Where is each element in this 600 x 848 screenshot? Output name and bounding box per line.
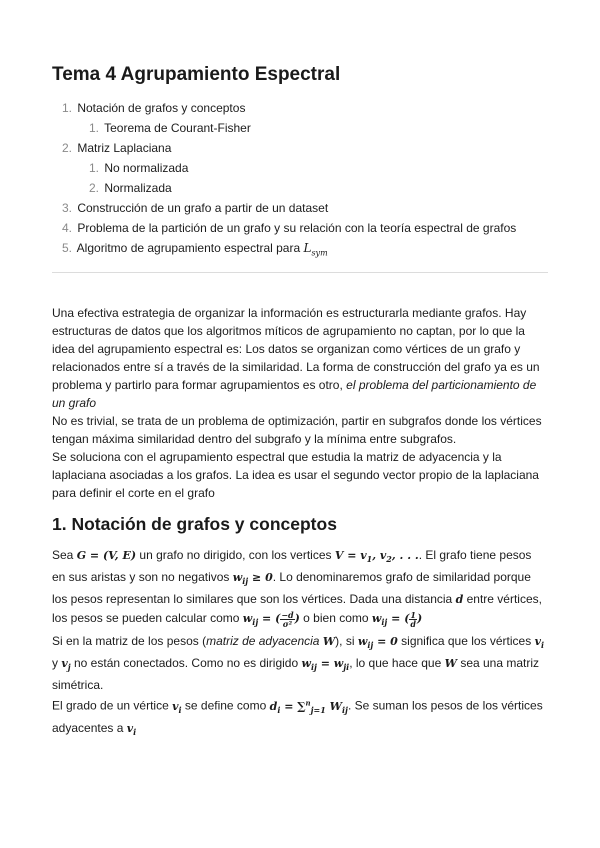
math-vertices: $V = v_1$, $v_2$, . . . <box>334 549 419 565</box>
section-paragraph: Sea G = (V, E) un grafo no dirigido, con los vertices $V = v_1$, $v_2$, . . .. El grafo tiene pesos en sus aristas y son no negativos $w_{ij} \ge 0$. Lo denominaremos grafo de similaridad porque los pesos representan lo similares que son los vértices. Dada una distancia d entre vértices, los pesos se pueden calcular como $w_{ij}$ = ( $\frac{-d}{\text{σ²}}$ ) o bien como $w_{ij}$ = ( $\frac{1}{d}$ ) <box>52 548 542 629</box>
toc-item[interactable] <box>52 218 548 238</box>
math-graph: G = (V, E) <box>76 549 137 562</box>
toc-item[interactable] <box>52 158 548 178</box>
table-of-contents <box>52 98 548 258</box>
math-vj: $v_j$ <box>61 656 71 672</box>
section-paragraph: Si en la matriz de los pesos (matriz de adyacencia W), si $w_{ij} = 0$ significa que los vértices $v_i$ y $v_j$ no están conectados. Como no es dirigido $w_{ij} = w_{ji}$, lo que hace que W sea una matriz simétrica. <box>52 633 545 692</box>
math-w: W <box>444 656 457 670</box>
toc-label: Problema de la partición de un grafo y su relación con la teoría espectral de grafos <box>77 221 517 235</box>
math-vi: $v_i$ <box>534 634 545 650</box>
section-divider <box>52 272 548 273</box>
math-weight-inv: $w_{ij}$ = ( $\frac{1}{d}$ ) <box>371 609 423 629</box>
intro-paragraph: No es trivial, se trata de un problema de optimización, partir en subgrafos donde los vértices tengan máxima similaridad dentro del subgrafo y la mínima entre subgrafos. <box>52 414 542 446</box>
toc-number: 3. <box>61 201 72 215</box>
toc-number: 5. <box>61 241 72 255</box>
toc-number: 2. <box>88 181 99 195</box>
section-body <box>52 546 548 741</box>
toc-item[interactable] <box>52 98 548 118</box>
toc-number: 1. <box>88 121 99 135</box>
section-paragraph: El grado de un vértice $v_i$ se define como $d_i = \sum^n_{j=1}$ $W_{ij}$. Se suman los pesos de los vértices adyacentes a $v_i$ <box>52 697 543 737</box>
intro-paragraph: Se soluciona con el agrupamiento espectral que estudia la matriz de adyacencia y la laplaciana asociadas a los grafos. La idea es usar el segundo vector propio de la laplaciana para definir el corte en el grafo <box>52 450 539 500</box>
intro-text <box>52 304 548 502</box>
section-heading: 1. Notación de grafos y conceptos <box>52 514 337 534</box>
toc-label: Notación de grafos y conceptos <box>77 101 246 115</box>
toc-label: Teorema de Courant-Fisher <box>104 121 251 135</box>
toc-item[interactable] <box>52 198 548 218</box>
toc-label: Algoritmo de agrupamiento espectral para <box>76 241 301 255</box>
math-degree: $d_i = \sum^n_{j=1}$ $W_{ij}$ <box>269 697 348 715</box>
toc-item[interactable] <box>52 238 548 258</box>
toc-label: Normalizada <box>104 181 172 195</box>
intro-paragraph: Una efectiva estrategia de organizar la información es estructurarla mediante grafos. Hay estructuras de datos que los algoritmos míticos de agrupamiento no captan, por lo que la idea del agrupamiento espectral es: Los datos se organizan como vértices de un grafo y relacionados entre sí a través de la similaridad. La forma de construcción del grafo ya es un problema y partirlo para formar agrupamientos es otro, el problema del particionamiento de un grafo <box>52 306 540 410</box>
math-l-sym: $L_{sym}$ <box>303 241 328 258</box>
toc-item[interactable] <box>52 138 548 158</box>
toc-item[interactable] <box>52 118 548 138</box>
math-vi: $v_i$ <box>126 721 137 737</box>
toc-item[interactable] <box>52 178 548 198</box>
math-distance: d <box>455 593 464 607</box>
math-weight-exp: $w_{ij}$ = ( $\frac{-d}{\text{σ²}}$ ) <box>242 609 300 629</box>
toc-label: Matriz Laplaciana <box>77 141 172 155</box>
toc-number: 2. <box>61 141 72 155</box>
math-vi: $v_i$ <box>172 699 182 715</box>
toc-number: 4. <box>61 221 72 235</box>
math-weights: $w_{ij} \ge 0$ <box>232 571 273 587</box>
toc-number: 1. <box>88 161 99 175</box>
toc-label: Construcción de un grafo a partir de un dataset <box>77 201 329 215</box>
math-symmetric: $w_{ij} = w_{ji}$ <box>301 656 350 672</box>
page-title: Tema 4 Agrupamiento Espectral <box>52 64 341 85</box>
math-matrix-w: W <box>322 634 336 648</box>
math-zero-weight: $w_{ij} = 0$ <box>357 634 398 650</box>
toc-label: No normalizada <box>104 161 189 175</box>
toc-number: 1. <box>61 101 72 115</box>
emphasis-text: el problema del particionamiento de un grafo <box>52 378 537 410</box>
